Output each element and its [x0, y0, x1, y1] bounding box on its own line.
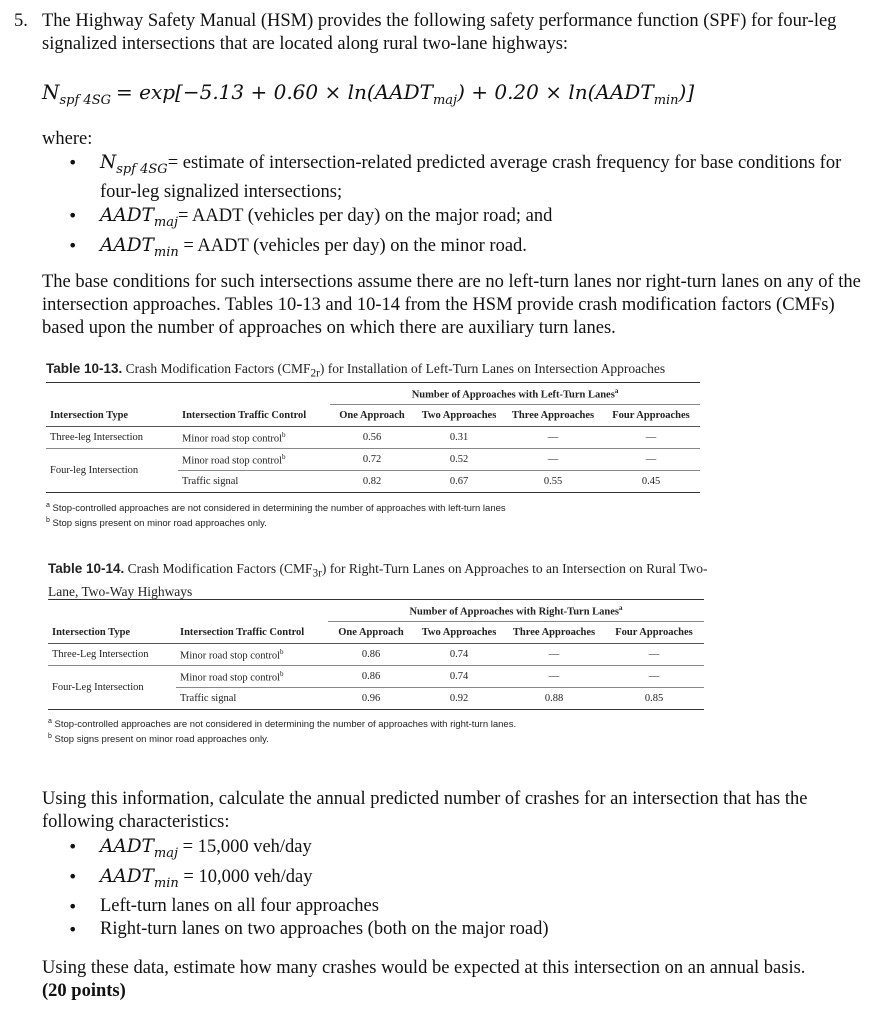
- def-symbol: AADT: [100, 235, 154, 256]
- table-10-13-footnotes: [46, 500, 506, 530]
- footnote-text: Stop-controlled approaches are not considered in determining the number of approaches with left-turn lanes: [49, 503, 506, 515]
- table-row: [48, 666, 704, 688]
- question-intro: The Highway Safety Manual (HSM) provides the following safety performance function (SPF) for four-leg signalized intersections that are located along rural two-lane highways:: [42, 11, 837, 54]
- definitions-list: [42, 151, 862, 264]
- cell-value: —: [648, 649, 660, 660]
- points-label: (20 points): [42, 981, 126, 1001]
- char-text: Right-turn lanes on two approaches (both on the major road): [100, 919, 549, 939]
- table-10-14-caption: [48, 560, 708, 600]
- cell-value: 0.82: [362, 476, 382, 487]
- control-text: Minor road stop control: [182, 455, 283, 467]
- char-text: Left-turn lanes on all four approaches: [100, 896, 379, 916]
- eq-sub-min: min: [653, 93, 679, 108]
- char-symbol: AADT: [100, 836, 154, 857]
- cell-control: [178, 427, 330, 449]
- def-symbol-sub: maj: [153, 215, 179, 230]
- group-header-text: Number of Approaches with Left-Turn Lanes: [411, 389, 615, 401]
- footnote-mark: a: [619, 603, 623, 612]
- characteristic-item: [42, 895, 862, 918]
- cell-value: —: [504, 449, 602, 471]
- task-paragraph: Using this information, calculate the annual predicted number of crashes for an intersection that has the following characteristics:: [42, 789, 808, 832]
- cell-value: 0.85: [644, 693, 664, 704]
- cell-value: 0.86: [361, 649, 381, 660]
- footnote: [46, 500, 506, 515]
- table-10-14-footnotes: [48, 716, 516, 746]
- final-question: [42, 957, 862, 1003]
- cell-value: —: [604, 666, 704, 688]
- cell-control: [178, 449, 330, 471]
- cell-value: 0.67: [449, 476, 469, 487]
- header-cell: Intersection Type: [50, 409, 129, 421]
- group-header: [330, 383, 700, 405]
- footnote-mark: b: [48, 733, 52, 741]
- footnote-mark: a: [46, 502, 50, 509]
- char-symbol-sub: maj: [153, 846, 179, 861]
- table-10-13: [46, 382, 700, 493]
- header-cell: Intersection Traffic Control: [180, 626, 305, 638]
- footnote-mark: b: [46, 517, 50, 525]
- table-label: Table 10-14.: [48, 561, 125, 576]
- definition-item: [42, 234, 862, 264]
- footnote-mark: b: [280, 647, 284, 656]
- cell-value: —: [504, 666, 604, 688]
- header-cell: Three Approaches: [512, 627, 596, 638]
- header-cell: Intersection Type: [52, 626, 131, 638]
- header-cell: Intersection Traffic Control: [182, 409, 307, 421]
- cell-value: 0.45: [641, 476, 661, 487]
- caption-sub: 3r: [312, 567, 322, 580]
- footnote-text: Stop-controlled approaches are not considered in determining the number of approaches with right-turn lanes.: [51, 719, 517, 731]
- footnote: [48, 716, 516, 731]
- def-text: = AADT (vehicles per day) on the minor road.: [178, 236, 527, 256]
- char-symbol: AADT: [100, 866, 154, 887]
- spf-equation: [42, 80, 694, 108]
- header-cell: Four Approaches: [615, 627, 693, 638]
- characteristics-list: [42, 835, 862, 941]
- caption-sub: 2r: [310, 367, 320, 380]
- cell-value: —: [547, 432, 559, 443]
- eq-part1: = exp[−5.13 + 0.60 × ln(AADT: [116, 80, 433, 104]
- cell-value: 0.86: [328, 666, 414, 688]
- characteristic-item: [42, 835, 862, 865]
- cell-type: Three-Leg Intersection: [52, 649, 149, 660]
- cell-value: 0.52: [414, 449, 504, 471]
- eq-lhs: N: [42, 80, 60, 104]
- footnote: [48, 731, 516, 746]
- where-label: where:: [42, 129, 93, 149]
- cell-value: —: [602, 449, 700, 471]
- definition-item: [42, 204, 862, 234]
- final-question-text: Using these data, estimate how many crashes would be expected at this intersection on an annual basis.: [42, 958, 806, 978]
- characteristic-item: [42, 865, 862, 895]
- footnote: [46, 515, 506, 530]
- eq-part3: )]: [678, 80, 695, 104]
- control-text: Minor road stop control: [180, 650, 281, 662]
- cell-type: Four-Leg Intersection: [48, 666, 176, 710]
- def-symbol: N: [100, 152, 117, 173]
- header-cell: Two Approaches: [421, 410, 497, 421]
- header-cell: Two Approaches: [421, 627, 497, 638]
- def-text: = estimate of intersection-related predicted average crash frequency for base conditions for four-leg signalized intersections;: [100, 153, 842, 202]
- caption-text: Crash Modification Factors (CMF: [122, 361, 311, 376]
- cell-value: 0.96: [361, 693, 381, 704]
- cell-value: —: [645, 432, 657, 443]
- cell-value: 0.74: [414, 666, 504, 688]
- eq-sub-maj: maj: [432, 93, 458, 108]
- header-cell: One Approach: [339, 410, 405, 421]
- cell-value: 0.74: [449, 649, 469, 660]
- footnote-mark: a: [48, 718, 52, 725]
- eq-part2: ) + 0.20 × ln(AADT: [457, 80, 654, 104]
- def-symbol: AADT: [100, 205, 154, 226]
- group-header-text: Number of Approaches with Right-Turn Lanes: [409, 606, 620, 618]
- table-row: [46, 449, 700, 471]
- footnote-mark: b: [282, 452, 286, 461]
- table-10-14: [48, 599, 704, 710]
- cell-value: —: [548, 649, 560, 660]
- table-row: [46, 427, 700, 449]
- def-symbol-sub: min: [153, 245, 179, 260]
- cell-value: 0.72: [330, 449, 414, 471]
- char-symbol-sub: min: [153, 876, 179, 891]
- definition-item: [42, 151, 862, 204]
- caption-text: ) for Installation of Left-Turn Lanes on Intersection Approaches: [319, 361, 666, 376]
- caption-text: ) for Right-Turn Lanes on Approaches to an Intersection on Rural Two-Lane, Two-Way Highways: [48, 561, 708, 599]
- footnote-mark: b: [280, 669, 284, 678]
- group-header: [328, 600, 704, 622]
- table-label: Table 10-13.: [46, 361, 123, 376]
- footnote-mark: b: [282, 430, 286, 439]
- cell-value: 0.56: [362, 432, 382, 443]
- header-cell: Three Approaches: [511, 410, 595, 421]
- control-text: Minor road stop control: [182, 433, 283, 445]
- cell-type: Four-leg Intersection: [46, 449, 178, 493]
- cell-control: [176, 644, 328, 666]
- table-10-13-caption: [46, 361, 665, 380]
- characteristic-item: [42, 918, 862, 941]
- footnote-mark: a: [614, 386, 619, 395]
- header-cell: One Approach: [338, 627, 404, 638]
- caption-text: Crash Modification Factors (CMF: [124, 561, 313, 576]
- cell-control: [176, 666, 328, 688]
- table-row: [48, 644, 704, 666]
- cell-value: 0.88: [544, 693, 564, 704]
- cell-value: 0.55: [543, 476, 563, 487]
- footnote-text: Stop signs present on minor road approaches only.: [49, 518, 267, 530]
- def-symbol-sub: spf 4SG: [116, 162, 168, 177]
- cell-value: 0.92: [449, 693, 469, 704]
- cell-value: 0.31: [449, 432, 469, 443]
- eq-lhs-sub: spf 4SG: [59, 93, 111, 108]
- char-text: = 10,000 veh/day: [178, 867, 313, 887]
- cell-control: Traffic signal: [180, 693, 237, 704]
- control-text: Minor road stop control: [180, 672, 281, 684]
- footnote-text: Stop signs present on minor road approaches only.: [51, 734, 269, 746]
- question-number: 5.: [14, 11, 28, 31]
- def-text: = AADT (vehicles per day) on the major road; and: [178, 206, 553, 226]
- cell-control: Traffic signal: [182, 476, 239, 487]
- char-text: = 15,000 veh/day: [178, 837, 312, 857]
- base-conditions-paragraph: The base conditions for such intersections assume there are no left-turn lanes nor right-turn lanes on any of the intersection approaches. Tables 10-13 and 10-14 from the HSM provide crash modification factors (CMFs) based upon the number of approaches on which there are auxiliary turn lanes.: [42, 272, 861, 338]
- header-cell: Four Approaches: [612, 410, 690, 421]
- cell-type: Three-leg Intersection: [50, 432, 143, 443]
